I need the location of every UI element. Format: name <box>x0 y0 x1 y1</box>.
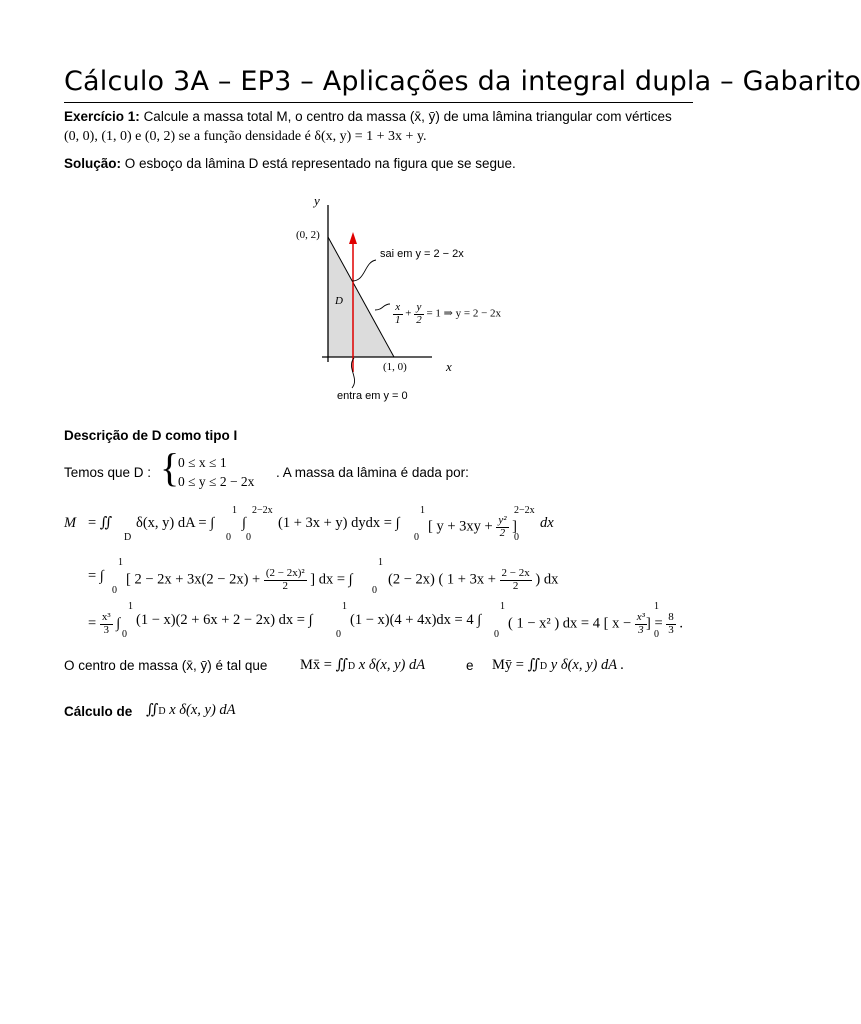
eq3-eval-up: 1 <box>654 601 659 612</box>
line-equation: $\frac{x}{1}$ + $\frac{y}{2}$ = 1 ⇒ y = 2 − 2x <box>395 301 502 326</box>
arrow-head-icon <box>349 232 357 244</box>
eq3-lim-up1: 1 <box>128 601 133 612</box>
eq3-part-c: (1 − x)(2 + 6x + 2 − 2x) dx = ∫ <box>136 612 313 628</box>
center-eq2: Mȳ = ∬D y δ(x, y) dA . <box>492 657 625 673</box>
eq1-eval-lo: 0 <box>514 532 519 543</box>
eq1-part-c: ∫ <box>242 515 246 531</box>
solution-text: O esboço da lâmina D está representado na figura que se segue. <box>124 156 516 171</box>
eq3-lim-up2: 1 <box>342 601 347 612</box>
eq1-eval-up: 2−2x <box>514 505 535 516</box>
eq2-part-b: [ 2 − 2x + 3x(2 − 2x) + $\frac{\text{(2 − 2x)²}}{2}$ ] dx = ∫ <box>126 567 353 592</box>
center-and: e <box>466 658 474 673</box>
eq1-lim-lo3: 0 <box>414 532 419 543</box>
eq2-lim-lo1: 0 <box>112 585 117 596</box>
eq1-lim-lo2: 0 <box>246 532 251 543</box>
eq3-eval-lo: 0 <box>654 629 659 640</box>
exercise-line-2: (0, 0), (1, 0) e (0, 2) se a função densidade é δ(x, y) = 1 + 3x + y. <box>64 129 427 144</box>
eq1-part-b: δ(x, y) dA = ∫ <box>136 515 215 531</box>
eq3-lim-lo3: 0 <box>494 629 499 640</box>
inequality-x: 0 ≤ x ≤ 1 <box>178 455 227 470</box>
eq1-lim-up2: 2−2x <box>252 505 273 516</box>
exercise-label: Exercício 1: <box>64 109 140 124</box>
center-text: O centro de massa (x̄, ȳ) é tal que <box>64 658 268 673</box>
calc-label: Cálculo de <box>64 704 133 719</box>
temos-que-label: Temos que D : <box>64 465 152 480</box>
massa-text: . A massa da lâmina é dada por: <box>276 465 469 480</box>
brace-icon: { <box>160 445 180 490</box>
line-leader-curve <box>375 304 390 310</box>
exit-leader-curve <box>352 260 376 281</box>
eq3-lim-up3: 1 <box>500 601 505 612</box>
section-heading-tipo-i: Descrição de D como tipo I <box>64 428 238 443</box>
eq1-lim-up3: 1 <box>420 505 425 516</box>
eq2-lim-up1: 1 <box>118 557 123 568</box>
eq3-lim-lo1: 0 <box>122 629 127 640</box>
region-d-label: D <box>335 295 343 307</box>
eq1-part-d: (1 + 3x + y) dydx = ∫ <box>278 515 400 531</box>
exit-label: sai em y = 2 − 2x <box>380 248 464 260</box>
eq2-lim-up2: 1 <box>378 557 383 568</box>
page-title: Cálculo 3A – EP3 – Aplicações da integral dupla – Gabarito <box>64 66 861 97</box>
solution-label: Solução: <box>64 156 122 171</box>
point-0-2-label: (0, 2) <box>296 229 320 241</box>
eq1-dx: dx <box>540 515 554 531</box>
eq3-result: ] = $\frac{8}{3}$ . <box>646 611 684 636</box>
enter-label: entra em y = 0 <box>337 390 408 402</box>
eq3-part-e: ( 1 − x² ) dx = 4 [ x − $\frac{\text{x³}}{3}$ <box>508 611 645 636</box>
center-eq1: Mx̄ = ∬D x δ(x, y) dA <box>300 657 426 673</box>
eq1-lim-up1: 1 <box>232 505 237 516</box>
x-axis-label: x <box>446 359 452 374</box>
eq1-part-e: [ y + 3xy + $\frac{\text{y²}}{2}$ ] <box>428 514 517 539</box>
eq1-lim-lo1: 0 <box>226 532 231 543</box>
point-1-0-label: (1, 0) <box>383 361 407 373</box>
eq3-lim-lo2: 0 <box>336 629 341 640</box>
eq2-int: = ∫ <box>88 568 104 584</box>
calc-integral: ∬D x δ(x, y) dA <box>146 702 236 718</box>
mass-symbol: M <box>64 515 77 531</box>
y-axis-label: y <box>314 193 320 208</box>
eq1-sub-d: D <box>124 532 132 543</box>
eq2-lim-lo2: 0 <box>372 585 377 596</box>
inequality-y: 0 ≤ y ≤ 2 − 2x <box>178 474 255 489</box>
eq2-part-d: (2 − 2x) ( 1 + 3x + $\frac{2 - 2x}{2}$ ) dx <box>388 567 559 592</box>
eq1-integral: = ∬ <box>88 515 113 531</box>
eq3-part-d: (1 − x)(4 + 4x)dx = 4 ∫ <box>350 612 482 628</box>
exercise-text-1: Calcule a massa total M, o centro da massa (x̄, ȳ) de uma lâmina triangular com vértices <box>143 109 672 124</box>
eq3-equals: = $\frac{\text{x³}}{3}$ ∫ <box>88 611 121 636</box>
